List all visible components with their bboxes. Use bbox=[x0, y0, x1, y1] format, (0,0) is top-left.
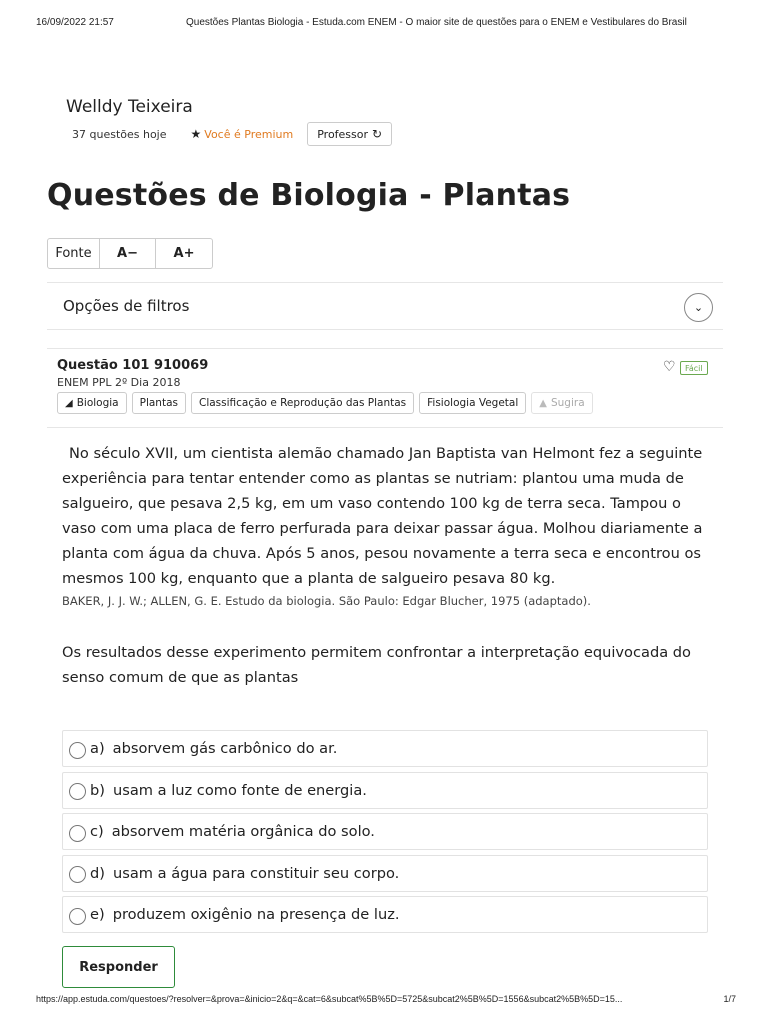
radio-button[interactable] bbox=[69, 825, 86, 842]
question-command: Os resultados desse experimento permitem confrontar a interpretação equivocada do senso comum de que as plantas bbox=[62, 644, 691, 686]
chevron-down-icon[interactable]: ⌄ bbox=[684, 293, 713, 322]
question-number: Questão 101 910069 bbox=[57, 358, 209, 373]
font-size-controls bbox=[47, 238, 213, 269]
professor-switch-button[interactable] bbox=[307, 122, 392, 146]
alternative-a[interactable] bbox=[62, 730, 708, 767]
radio-button[interactable] bbox=[69, 783, 86, 800]
question-source: ENEM PPL 2º Dia 2018 bbox=[57, 376, 181, 389]
filter-options-label: Opções de filtros bbox=[63, 297, 190, 315]
question-citation: BAKER, J. J. W.; ALLEN, G. E. Estudo da biologia. São Paulo: Edgar Blucher, 1975 (adaptado). bbox=[62, 594, 591, 608]
star-icon: ★ bbox=[190, 127, 202, 141]
radio-button[interactable] bbox=[69, 742, 86, 759]
alternative-letter: d) bbox=[90, 864, 105, 882]
alternative-b[interactable] bbox=[62, 772, 708, 809]
alternative-e[interactable] bbox=[62, 896, 708, 933]
radio-button[interactable] bbox=[69, 866, 86, 883]
print-footer bbox=[36, 994, 736, 1006]
premium-label: Você é Premium bbox=[204, 127, 294, 141]
user-meta bbox=[72, 122, 392, 146]
print-title: Questões Plantas Biologia - Estuda.com ENEM - O maior site de questões para o ENEM e Vestibulares do Brasil bbox=[186, 17, 687, 28]
tag-biologia[interactable] bbox=[57, 392, 127, 414]
font-decrease-button[interactable]: A− bbox=[100, 239, 156, 268]
suggest-button[interactable] bbox=[531, 392, 592, 414]
suggest-label: Sugira bbox=[550, 397, 585, 409]
alternatives-list bbox=[62, 730, 708, 938]
alternative-letter: c) bbox=[90, 823, 104, 840]
question-statement: No século XVII, um cientista alemão chamado Jan Baptista van Helmont fez a seguinte experiência para tentar entender como as plantas se nutriam: plantou uma muda de salgueiro, que pesava 2,5 kg, em um vaso contendo 100 kg de terra seca. Tampou o vaso com uma placa de ferro perfurada para deixar passar água. Molhou diariamente a planta com água da chuva. Após 5 anos, pesou novamente a terra seca e encontrou os mesmos 100 kg, enquanto que a planta de salgueiro pesava 80 kg. bbox=[62, 445, 703, 587]
alternative-letter: e) bbox=[90, 906, 105, 923]
tag-fisiologia-vegetal[interactable]: Fisiologia Vegetal bbox=[419, 392, 526, 414]
alternative-d[interactable] bbox=[62, 855, 708, 892]
premium-status bbox=[191, 127, 294, 141]
difficulty-badge: Fácil bbox=[680, 361, 708, 375]
alternative-text: produzem oxigênio na presença de luz. bbox=[112, 906, 400, 923]
alternative-c[interactable] bbox=[62, 813, 708, 850]
graduation-cap-icon: ▲ bbox=[539, 397, 547, 409]
alternative-text: absorvem gás carbônico do ar. bbox=[112, 740, 338, 757]
questions-today-counter: 37 questões hoje bbox=[72, 127, 167, 141]
tag-classificacao-reproducao[interactable]: Classificação e Reprodução das Plantas bbox=[191, 392, 414, 414]
question-tags bbox=[57, 392, 598, 414]
tag-plantas[interactable]: Plantas bbox=[132, 392, 186, 414]
print-url: https://app.estuda.com/questoes/?resolver=&prova=&inicio=2&q=&cat=6&subcat%5B%5D=5725&subcat2%5B%5D=1556&subcat2%5B%5D=15... bbox=[36, 994, 623, 1004]
radio-button[interactable] bbox=[69, 908, 86, 925]
heart-icon[interactable]: ♡ bbox=[663, 359, 676, 375]
alternative-text: usam a água para constituir seu corpo. bbox=[112, 864, 400, 882]
font-increase-button[interactable]: A+ bbox=[173, 246, 195, 261]
page-title: Questões de Biologia - Plantas bbox=[47, 178, 571, 213]
respond-button[interactable]: Responder bbox=[62, 946, 175, 988]
question-header bbox=[47, 348, 723, 428]
tag-label: Biologia bbox=[76, 397, 119, 409]
print-page-number: 1/7 bbox=[723, 994, 736, 1004]
print-header bbox=[36, 17, 732, 31]
alternative-letter: a) bbox=[90, 740, 105, 757]
alternative-text: usam a luz como fonte de energia. bbox=[112, 781, 367, 799]
filter-options-panel[interactable] bbox=[47, 282, 723, 330]
refresh-icon: ↻ bbox=[372, 127, 383, 141]
question-text bbox=[62, 441, 710, 591]
professor-label: Professor bbox=[317, 127, 369, 141]
font-label: Fonte bbox=[48, 239, 100, 268]
alternative-text: absorvem matéria orgânica do solo. bbox=[111, 823, 375, 840]
alternative-letter: b) bbox=[90, 781, 105, 799]
print-date: 16/09/2022 21:57 bbox=[36, 17, 114, 28]
tag-icon: ◢ bbox=[65, 397, 73, 409]
user-name: Welldy Teixeira bbox=[66, 97, 193, 117]
